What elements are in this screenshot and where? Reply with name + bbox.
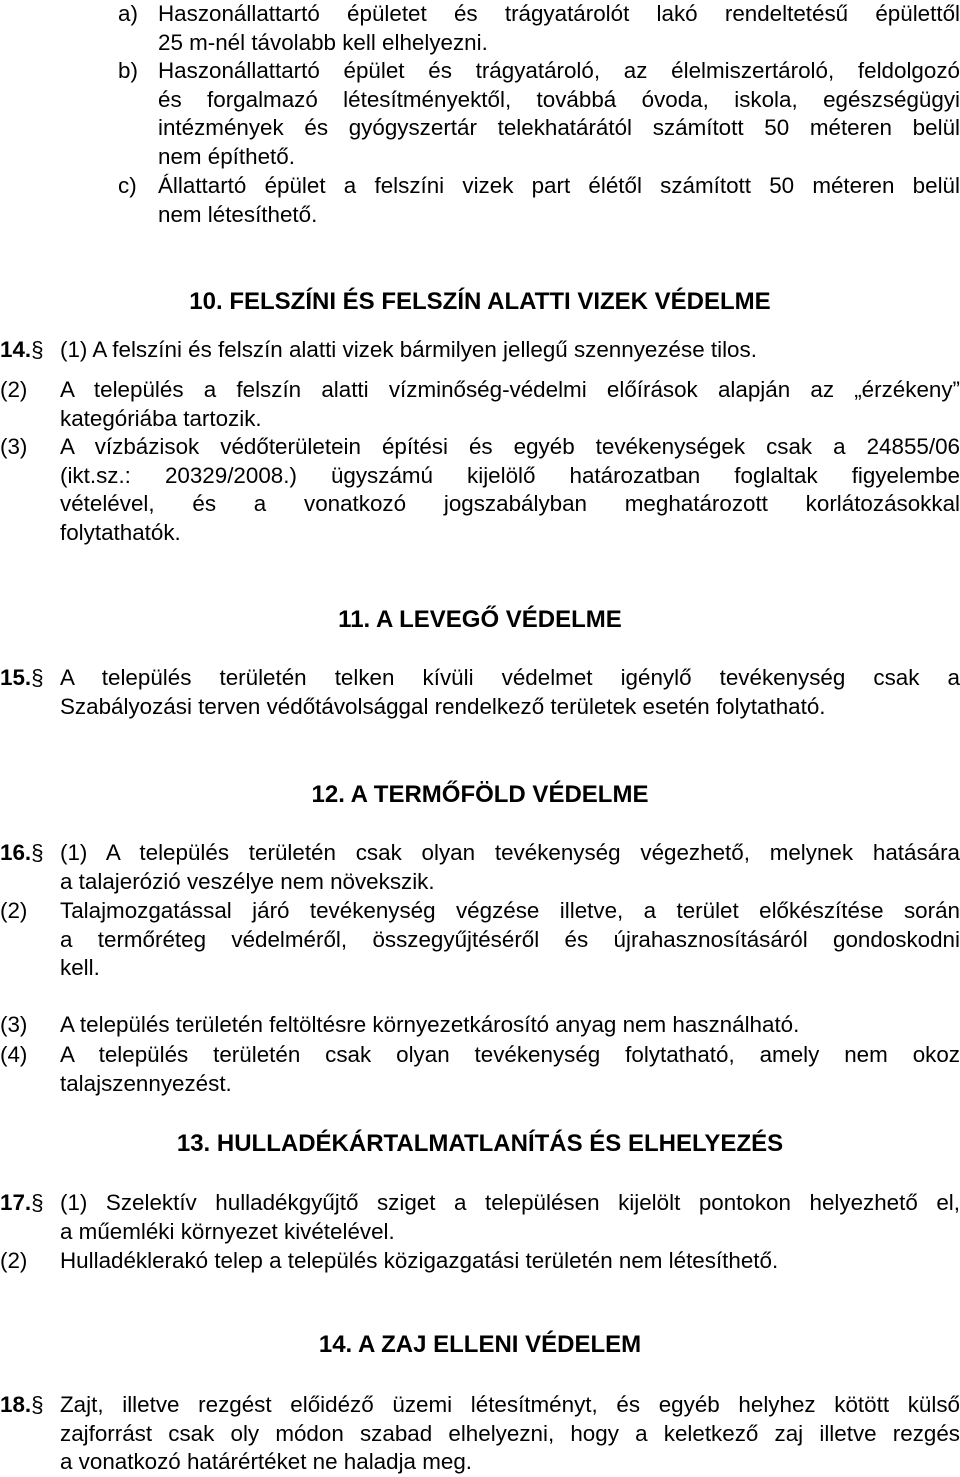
paragraph: [0, 664, 960, 721]
paragraph: [0, 336, 960, 365]
item-text: [60, 664, 960, 721]
item-number: [0, 433, 60, 547]
item-number-text: (2): [0, 898, 28, 923]
list-item: [0, 897, 960, 983]
text-line: és forgalmazó létesítményektől, továbbá óvoda, iskola, egészségügyi: [158, 86, 960, 112]
item-number-text: a): [118, 1, 138, 26]
text-line: Haszonállattartó épület és trágyatároló, az élelmiszertároló, feldolgozó: [158, 58, 960, 83]
paragraph: [0, 1247, 960, 1276]
list-item: [0, 433, 960, 547]
text-line: A település a felszín alatti vízminőség-védelmi előírások alapján az „érzékeny”: [60, 377, 960, 402]
text-line: Talajmozgatással járó tevékenység végzése illetve, a terület előkészítése során: [60, 898, 960, 923]
text-line: Zajt, illetve rezgést előidéző üzemi létesítményt, és egyéb helyhez kötött külső: [60, 1392, 960, 1417]
item-text: [60, 376, 960, 433]
item-text: [60, 1041, 960, 1098]
section-sign: §: [31, 337, 44, 362]
text-line: A település területén csak olyan tevékenység folytatható, amely nem okoz: [60, 1042, 960, 1067]
item-number: [0, 1189, 60, 1246]
text-line: nem létesíthető.: [158, 201, 318, 227]
text-line: a termőréteg védelméről, összegyűjtéséről és újrahasznosításáról gondoskodni: [60, 926, 960, 952]
item-text: [60, 1391, 960, 1477]
paragraph: [0, 433, 960, 547]
list-item: [0, 376, 960, 433]
text-line: A település területén telken kívüli védelmet igénylő tevékenység csak a: [60, 665, 960, 690]
section-heading: 14. A ZAJ ELLENI VÉDELEM: [318, 1331, 642, 1358]
text-line: a műemléki környezet kivételével.: [60, 1218, 395, 1244]
text-line: a talajerózió veszélye nem növekszik.: [60, 868, 435, 894]
list-item: [0, 664, 960, 721]
item-number-text: (4): [0, 1042, 28, 1067]
letter-item-b: [118, 57, 960, 171]
item-number: [0, 1011, 60, 1040]
text-line: (1) A felszíni és felszín alatti vizek bármilyen jellegű szennyezése tilos.: [60, 337, 757, 362]
paragraph: [0, 897, 960, 983]
section-heading: 13. HULLADÉKÁRTALMATLANÍTÁS ÉS ELHELYEZÉS: [176, 1130, 784, 1157]
item-number: [0, 1247, 60, 1276]
item-number: [0, 1391, 60, 1477]
section-sign: §: [31, 1190, 44, 1215]
item-number: [118, 172, 158, 229]
letter-item-c: [118, 172, 960, 229]
text-line: kategóriába tartozik.: [60, 405, 262, 431]
text-line: intézmények és gyógyszertár telekhatárától számított 50 méteren belül: [158, 115, 960, 141]
text-line: vételével, és a vonatkozó jogszabályban meghatározott korlátozásokkal: [60, 491, 960, 517]
section-sign: §: [31, 1392, 44, 1417]
section-heading: 11. A LEVEGŐ VÉDELME: [338, 606, 622, 633]
list-item: [0, 1041, 960, 1098]
list-item: [0, 1247, 960, 1276]
item-number-text: (3): [0, 434, 28, 459]
list-item: [118, 172, 960, 229]
item-number-text: 14.: [0, 337, 32, 362]
paragraph: [0, 1391, 960, 1477]
paragraph: [0, 1041, 960, 1098]
item-number-text: 18.: [0, 1392, 32, 1417]
list-item: [0, 1189, 960, 1246]
section-heading: 12. A TERMŐFÖLD VÉDELME: [311, 781, 649, 808]
text-line: A vízbázisok védőterületein építési és egyéb tevékenységek csak a 24855/06: [60, 434, 960, 459]
item-number-text: c): [118, 173, 137, 198]
text-line: Szabályozási terven védőtávolsággal rendelkező területek esetén folytatható.: [60, 693, 826, 719]
item-number: [0, 376, 60, 433]
item-number-text: 17.: [0, 1190, 32, 1215]
text-line: nem építhető.: [158, 143, 295, 169]
item-number: [0, 839, 60, 896]
list-item: [118, 0, 960, 57]
letter-item-a: [118, 0, 960, 57]
section-heading: 10. FELSZÍNI ÉS FELSZÍN ALATTI VIZEK VÉDELME: [189, 288, 771, 315]
list-item: [118, 57, 960, 171]
text-line: (1) Szelektív hulladékgyűjtő sziget a településen kijelölt pontokon helyezhető el,: [60, 1190, 960, 1215]
item-text: [158, 57, 960, 171]
text-line: 25 m-nél távolabb kell elhelyezni.: [158, 29, 488, 55]
list-item: [0, 1391, 960, 1477]
text-line: a vonatkozó határértéket ne haladja meg.: [60, 1449, 473, 1475]
item-number: [118, 0, 158, 57]
text-line: Hulladéklerakó telep a település közigazgatási területén nem létesíthető.: [60, 1248, 779, 1273]
paragraph: [0, 1011, 960, 1040]
text-line: talajszennyezést.: [60, 1070, 232, 1096]
text-line: (1) A település területén csak olyan tevékenység végezhető, melynek hatására: [60, 840, 960, 865]
list-item: [0, 1011, 960, 1040]
text-line: folytathatók.: [60, 519, 181, 545]
item-text: [60, 1247, 960, 1276]
item-number: [0, 1041, 60, 1098]
paragraph: [0, 839, 960, 896]
item-number-text: (2): [0, 377, 28, 402]
item-text: [60, 433, 960, 547]
text-line: Haszonállattartó épületet és trágyatárolót lakó rendeltetésű épülettől: [158, 1, 960, 26]
item-number-text: 16.: [0, 840, 32, 865]
text-line: A település területén feltöltésre környezetkárosító anyag nem használható.: [60, 1012, 800, 1037]
item-text: [60, 839, 960, 896]
item-number: [0, 336, 60, 365]
item-number: [0, 664, 60, 721]
text-line: zajforrást csak oly módon szabad elhelyezni, hogy a keletkező zaj illetve rezgés: [60, 1420, 960, 1446]
item-number-text: 15.: [0, 665, 32, 690]
text-line: Állattartó épület a felszíni vizek part élétől számított 50 méteren belül: [158, 173, 960, 198]
item-text: [158, 0, 960, 57]
item-number-text: b): [118, 58, 138, 83]
paragraph: [0, 376, 960, 433]
item-text: [60, 1011, 960, 1040]
text-line: (ikt.sz.: 20329/2008.) ügyszámú kijelölő határozatban foglaltak figyelembe: [60, 462, 960, 488]
list-item: [0, 839, 960, 896]
item-text: [158, 172, 960, 229]
item-text: [60, 1189, 960, 1246]
item-number: [118, 57, 158, 171]
list-item: [0, 336, 960, 365]
section-sign: §: [31, 840, 44, 865]
section-sign: §: [31, 665, 44, 690]
text-line: kell.: [60, 955, 100, 981]
paragraph: [0, 1189, 960, 1246]
item-number-text: (2): [0, 1248, 28, 1273]
item-number-text: (3): [0, 1012, 28, 1037]
item-number: [0, 897, 60, 983]
item-text: [60, 897, 960, 983]
item-text: [60, 336, 960, 365]
